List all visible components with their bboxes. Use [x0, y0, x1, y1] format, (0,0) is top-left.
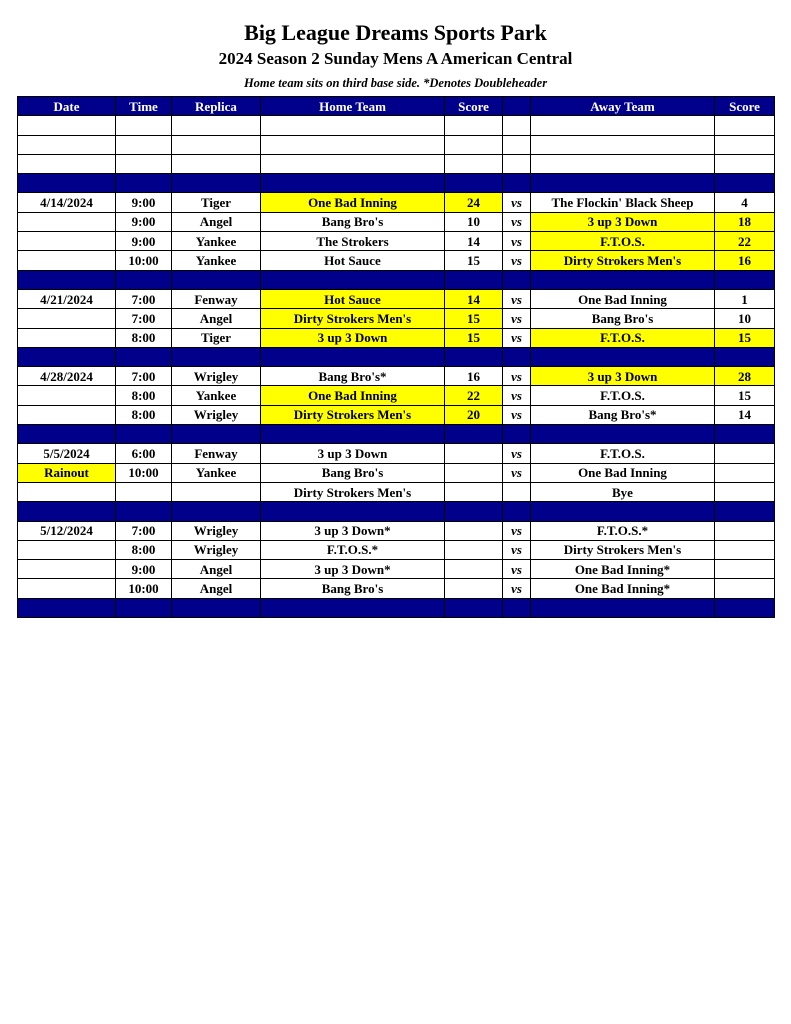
- vs-cell: vs: [503, 521, 531, 540]
- time-cell: 7:00: [116, 521, 172, 540]
- home-score-cell: [445, 463, 503, 482]
- date-cell: [18, 560, 116, 579]
- home-score-cell: 15: [445, 328, 503, 347]
- separator-cell: [18, 347, 116, 366]
- separator-cell: [503, 174, 531, 193]
- home-team-cell: Bang Bro's: [261, 579, 445, 598]
- replica-cell: Fenway: [172, 289, 261, 308]
- time-cell: 8:00: [116, 386, 172, 405]
- home-score-cell: [445, 560, 503, 579]
- separator-cell: [116, 347, 172, 366]
- game-row: [18, 444, 775, 463]
- home-score-cell: 15: [445, 309, 503, 328]
- away-team-cell: One Bad Inning: [531, 463, 715, 482]
- away-team-cell: One Bad Inning*: [531, 560, 715, 579]
- separator-cell: [445, 425, 503, 444]
- blank-cell: [445, 135, 503, 154]
- home-score-cell: 16: [445, 367, 503, 386]
- week-separator-row: [18, 598, 775, 617]
- time-cell: 9:00: [116, 232, 172, 251]
- replica-cell: Yankee: [172, 232, 261, 251]
- date-cell: Rainout: [18, 463, 116, 482]
- week-separator-row: [18, 174, 775, 193]
- away-team-cell: F.T.O.S.*: [531, 521, 715, 540]
- separator-cell: [445, 347, 503, 366]
- time-cell: 6:00: [116, 444, 172, 463]
- separator-cell: [715, 270, 775, 289]
- home-score-cell: [445, 521, 503, 540]
- schedule-body: [18, 116, 775, 618]
- away-score-cell: [715, 444, 775, 463]
- vs-cell: vs: [503, 251, 531, 270]
- replica-cell: [172, 482, 261, 501]
- vs-cell: vs: [503, 386, 531, 405]
- separator-cell: [715, 425, 775, 444]
- separator-cell: [445, 598, 503, 617]
- away-team-cell: One Bad Inning*: [531, 579, 715, 598]
- date-cell: 5/12/2024: [18, 521, 116, 540]
- replica-cell: Angel: [172, 560, 261, 579]
- replica-cell: Tiger: [172, 328, 261, 347]
- away-team-cell: One Bad Inning: [531, 289, 715, 308]
- separator-cell: [116, 174, 172, 193]
- home-team-cell: Bang Bro's*: [261, 367, 445, 386]
- replica-cell: Yankee: [172, 251, 261, 270]
- separator-cell: [503, 347, 531, 366]
- game-row: [18, 560, 775, 579]
- col-header-vs: [503, 97, 531, 116]
- blank-cell: [172, 135, 261, 154]
- separator-cell: [531, 425, 715, 444]
- separator-cell: [715, 347, 775, 366]
- away-score-cell: [715, 560, 775, 579]
- separator-cell: [261, 502, 445, 521]
- blank-cell: [116, 154, 172, 173]
- blank-cell: [172, 154, 261, 173]
- game-row: [18, 540, 775, 559]
- home-team-cell: Dirty Strokers Men's: [261, 482, 445, 501]
- separator-cell: [715, 502, 775, 521]
- time-cell: 9:00: [116, 212, 172, 231]
- col-header-home-team: Home Team: [261, 97, 445, 116]
- time-cell: 7:00: [116, 367, 172, 386]
- date-cell: [18, 482, 116, 501]
- separator-cell: [715, 174, 775, 193]
- blank-cell: [715, 154, 775, 173]
- away-team-cell: The Flockin' Black Sheep: [531, 193, 715, 212]
- home-score-cell: 10: [445, 212, 503, 231]
- home-team-cell: Bang Bro's: [261, 463, 445, 482]
- away-team-cell: Bye: [531, 482, 715, 501]
- away-team-cell: F.T.O.S.: [531, 328, 715, 347]
- separator-cell: [261, 270, 445, 289]
- date-cell: [18, 328, 116, 347]
- away-score-cell: [715, 463, 775, 482]
- away-team-cell: F.T.O.S.: [531, 444, 715, 463]
- away-team-cell: 3 up 3 Down: [531, 367, 715, 386]
- separator-cell: [18, 425, 116, 444]
- col-header-away-score: Score: [715, 97, 775, 116]
- away-score-cell: 4: [715, 193, 775, 212]
- blank-cell: [116, 135, 172, 154]
- separator-cell: [18, 502, 116, 521]
- blank-cell: [18, 116, 116, 135]
- date-cell: [18, 405, 116, 424]
- separator-cell: [261, 174, 445, 193]
- replica-cell: Yankee: [172, 463, 261, 482]
- vs-cell: vs: [503, 328, 531, 347]
- col-header-home-score: Score: [445, 97, 503, 116]
- away-team-cell: Bang Bro's: [531, 309, 715, 328]
- replica-cell: Wrigley: [172, 367, 261, 386]
- separator-cell: [116, 425, 172, 444]
- home-score-cell: 20: [445, 405, 503, 424]
- home-team-cell: 3 up 3 Down*: [261, 521, 445, 540]
- replica-cell: Wrigley: [172, 405, 261, 424]
- home-score-cell: 24: [445, 193, 503, 212]
- vs-cell: [503, 482, 531, 501]
- away-score-cell: 15: [715, 386, 775, 405]
- blank-row: [18, 135, 775, 154]
- game-row: [18, 193, 775, 212]
- col-header-date: Date: [18, 97, 116, 116]
- blank-cell: [172, 116, 261, 135]
- separator-cell: [172, 270, 261, 289]
- home-team-cell: Hot Sauce: [261, 251, 445, 270]
- game-row: [18, 212, 775, 231]
- separator-cell: [715, 598, 775, 617]
- separator-cell: [172, 502, 261, 521]
- away-score-cell: 14: [715, 405, 775, 424]
- home-score-cell: 14: [445, 232, 503, 251]
- home-score-cell: 22: [445, 386, 503, 405]
- replica-cell: Yankee: [172, 386, 261, 405]
- time-cell: 8:00: [116, 328, 172, 347]
- time-cell: [116, 482, 172, 501]
- blank-cell: [261, 135, 445, 154]
- time-cell: 8:00: [116, 405, 172, 424]
- date-cell: [18, 579, 116, 598]
- home-score-cell: [445, 540, 503, 559]
- col-header-replica: Replica: [172, 97, 261, 116]
- separator-cell: [116, 270, 172, 289]
- away-team-cell: F.T.O.S.: [531, 386, 715, 405]
- date-cell: 4/28/2024: [18, 367, 116, 386]
- separator-cell: [503, 270, 531, 289]
- home-team-cell: One Bad Inning: [261, 386, 445, 405]
- date-cell: 4/14/2024: [18, 193, 116, 212]
- away-team-cell: Dirty Strokers Men's: [531, 251, 715, 270]
- blank-cell: [261, 154, 445, 173]
- away-score-cell: 10: [715, 309, 775, 328]
- separator-cell: [503, 425, 531, 444]
- separator-cell: [503, 502, 531, 521]
- page-title: Big League Dreams Sports Park: [244, 20, 547, 45]
- separator-cell: [18, 270, 116, 289]
- home-team-cell: Dirty Strokers Men's: [261, 309, 445, 328]
- game-row: [18, 309, 775, 328]
- separator-cell: [531, 502, 715, 521]
- replica-cell: Angel: [172, 309, 261, 328]
- home-score-cell: [445, 579, 503, 598]
- separator-cell: [531, 598, 715, 617]
- home-team-cell: 3 up 3 Down: [261, 444, 445, 463]
- week-separator-row: [18, 347, 775, 366]
- blank-cell: [503, 154, 531, 173]
- home-team-cell: 3 up 3 Down*: [261, 560, 445, 579]
- away-score-cell: 16: [715, 251, 775, 270]
- game-row: [18, 521, 775, 540]
- blank-row: [18, 116, 775, 135]
- game-row: [18, 463, 775, 482]
- blank-cell: [18, 135, 116, 154]
- away-team-cell: 3 up 3 Down: [531, 212, 715, 231]
- blank-cell: [531, 154, 715, 173]
- separator-cell: [445, 174, 503, 193]
- blank-cell: [503, 116, 531, 135]
- vs-cell: vs: [503, 560, 531, 579]
- vs-cell: vs: [503, 212, 531, 231]
- separator-cell: [503, 598, 531, 617]
- separator-cell: [172, 174, 261, 193]
- blank-cell: [531, 135, 715, 154]
- replica-cell: Fenway: [172, 444, 261, 463]
- vs-cell: vs: [503, 289, 531, 308]
- game-row: [18, 386, 775, 405]
- week-separator-row: [18, 425, 775, 444]
- separator-cell: [531, 270, 715, 289]
- blank-cell: [445, 154, 503, 173]
- blank-cell: [531, 116, 715, 135]
- home-team-cell: Hot Sauce: [261, 289, 445, 308]
- away-score-cell: 15: [715, 328, 775, 347]
- replica-cell: Angel: [172, 212, 261, 231]
- home-team-cell: 3 up 3 Down: [261, 328, 445, 347]
- away-score-cell: [715, 482, 775, 501]
- separator-cell: [116, 598, 172, 617]
- date-cell: [18, 212, 116, 231]
- week-separator-row: [18, 502, 775, 521]
- game-row: [18, 579, 775, 598]
- away-team-cell: F.T.O.S.: [531, 232, 715, 251]
- away-score-cell: 1: [715, 289, 775, 308]
- vs-cell: vs: [503, 367, 531, 386]
- home-score-cell: [445, 444, 503, 463]
- vs-cell: vs: [503, 540, 531, 559]
- home-team-cell: Dirty Strokers Men's: [261, 405, 445, 424]
- vs-cell: vs: [503, 579, 531, 598]
- separator-cell: [445, 270, 503, 289]
- home-team-cell: One Bad Inning: [261, 193, 445, 212]
- blank-cell: [261, 116, 445, 135]
- game-row: [18, 289, 775, 308]
- game-row: [18, 232, 775, 251]
- separator-cell: [531, 347, 715, 366]
- away-score-cell: 18: [715, 212, 775, 231]
- home-score-cell: 15: [445, 251, 503, 270]
- time-cell: 10:00: [116, 251, 172, 270]
- date-cell: [18, 251, 116, 270]
- home-team-cell: Bang Bro's: [261, 212, 445, 231]
- separator-cell: [172, 598, 261, 617]
- time-cell: 10:00: [116, 463, 172, 482]
- separator-cell: [261, 347, 445, 366]
- vs-cell: vs: [503, 309, 531, 328]
- home-score-cell: [445, 482, 503, 501]
- replica-cell: Angel: [172, 579, 261, 598]
- home-team-cell: F.T.O.S.*: [261, 540, 445, 559]
- week-separator-row: [18, 270, 775, 289]
- vs-cell: vs: [503, 232, 531, 251]
- time-cell: 7:00: [116, 309, 172, 328]
- time-cell: 9:00: [116, 193, 172, 212]
- time-cell: 8:00: [116, 540, 172, 559]
- replica-cell: Wrigley: [172, 540, 261, 559]
- away-score-cell: [715, 540, 775, 559]
- separator-cell: [172, 425, 261, 444]
- time-cell: 10:00: [116, 579, 172, 598]
- vs-cell: vs: [503, 463, 531, 482]
- blank-cell: [445, 116, 503, 135]
- date-cell: [18, 540, 116, 559]
- game-row: [18, 482, 775, 501]
- vs-cell: vs: [503, 405, 531, 424]
- blank-cell: [18, 154, 116, 173]
- vs-cell: vs: [503, 193, 531, 212]
- vs-cell: vs: [503, 444, 531, 463]
- blank-row: [18, 154, 775, 173]
- separator-cell: [445, 502, 503, 521]
- col-header-away-team: Away Team: [531, 97, 715, 116]
- away-score-cell: 22: [715, 232, 775, 251]
- blank-cell: [715, 116, 775, 135]
- header-row: [18, 97, 775, 116]
- date-cell: [18, 232, 116, 251]
- separator-cell: [172, 347, 261, 366]
- date-cell: 4/21/2024: [18, 289, 116, 308]
- separator-cell: [116, 502, 172, 521]
- away-team-cell: Bang Bro's*: [531, 405, 715, 424]
- replica-cell: Wrigley: [172, 521, 261, 540]
- separator-cell: [18, 598, 116, 617]
- page-note: Home team sits on third base side. *Denotes Doubleheader: [243, 76, 548, 90]
- date-cell: [18, 386, 116, 405]
- away-team-cell: Dirty Strokers Men's: [531, 540, 715, 559]
- time-cell: 9:00: [116, 560, 172, 579]
- home-score-cell: 14: [445, 289, 503, 308]
- replica-cell: Tiger: [172, 193, 261, 212]
- blank-cell: [715, 135, 775, 154]
- separator-cell: [531, 174, 715, 193]
- separator-cell: [261, 425, 445, 444]
- home-team-cell: The Strokers: [261, 232, 445, 251]
- game-row: [18, 405, 775, 424]
- date-cell: [18, 309, 116, 328]
- date-cell: 5/5/2024: [18, 444, 116, 463]
- away-score-cell: [715, 579, 775, 598]
- game-row: [18, 367, 775, 386]
- game-row: [18, 251, 775, 270]
- away-score-cell: [715, 521, 775, 540]
- time-cell: 7:00: [116, 289, 172, 308]
- blank-cell: [503, 135, 531, 154]
- separator-cell: [261, 598, 445, 617]
- separator-cell: [18, 174, 116, 193]
- game-row: [18, 328, 775, 347]
- page-subtitle: 2024 Season 2 Sunday Mens A American Central: [218, 49, 573, 68]
- col-header-time: Time: [116, 97, 172, 116]
- schedule-table: [17, 96, 775, 618]
- away-score-cell: 28: [715, 367, 775, 386]
- blank-cell: [116, 116, 172, 135]
